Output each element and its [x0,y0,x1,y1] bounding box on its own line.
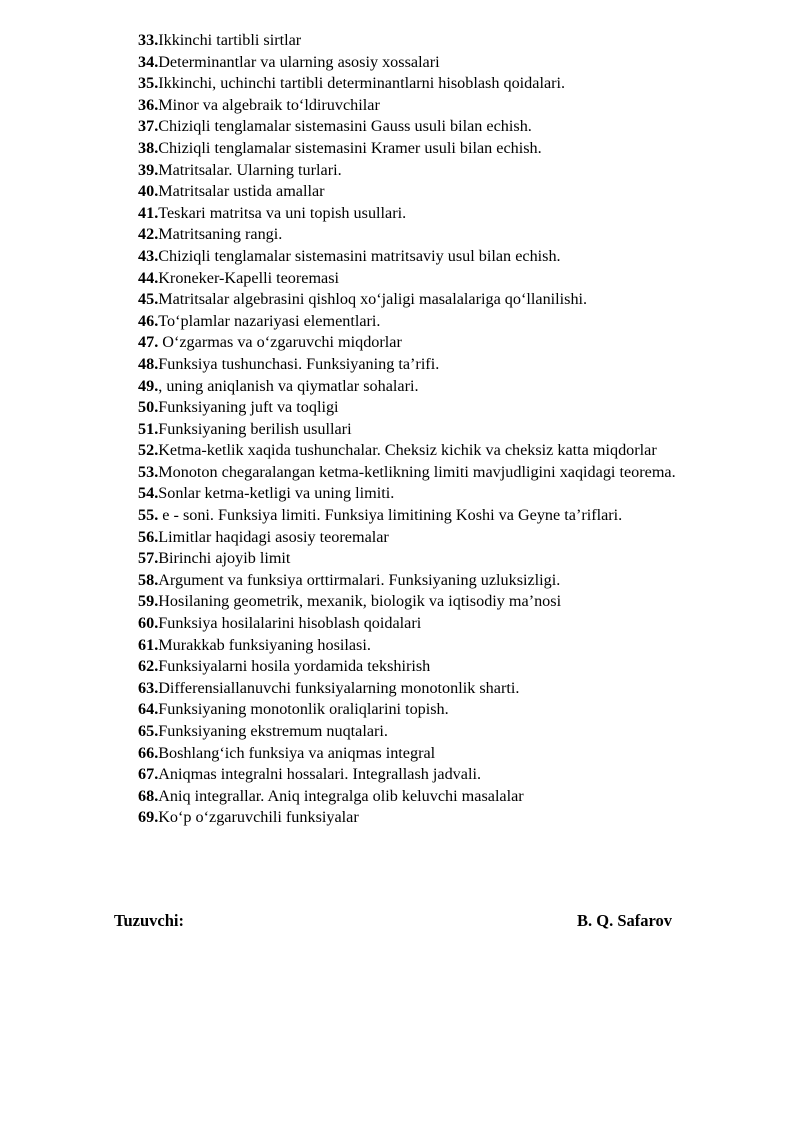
list-item [138,483,724,505]
item-text: Ketma-ketlik xaqida tushunchalar. Cheksiz kichik va cheksiz katta miqdorlar [158,441,657,460]
item-text: Boshlang‘ich funksiya va aniqmas integral [158,743,436,762]
item-number: 61. [138,635,159,654]
item-number: 50. [138,398,159,417]
list-item [138,613,724,635]
item-text: , uning aniqlanish va qiymatlar sohalari. [158,376,419,395]
item-number: 58. [138,570,159,589]
item-number: 39. [138,160,159,179]
list-item [138,160,724,182]
item-text: Funksiyalarni hosila yordamida tekshirish [158,657,431,676]
item-number: 68. [138,786,159,805]
item-text: Differensiallanuvchi funksiyalarning monotonlik sharti. [158,678,520,697]
item-number: 63. [138,678,159,697]
compiler-label: Tuzuvchi: [114,911,184,930]
list-item [138,419,724,441]
list-item [138,570,724,592]
list-item [138,440,724,462]
item-text: Funksiyaning ekstremum nuqtalari. [158,722,388,740]
item-number: 51. [138,419,159,438]
item-text: Matritsalar. Ularning turlari. [158,160,342,179]
list-item [138,181,724,203]
item-number: 46. [138,311,159,330]
list-item [138,73,724,95]
list-item [138,138,724,160]
item-text: Kroneker-Kapelli teoremasi [158,268,340,287]
item-text: Monoton chegaralangan ketma-ketlikning limiti mavjudligini xaqidagi teorema. [158,462,676,481]
item-number: 66. [138,743,159,762]
item-text: Funksiyaning berilish usullari [158,419,352,438]
list-item [138,527,724,549]
item-number: 40. [138,182,159,201]
item-number: 62. [138,657,159,676]
item-text: Matritsaning rangi. [158,225,283,244]
item-number: 52. [138,441,159,460]
item-text: Chiziqli tenglamalar sistemasini Gauss usuli bilan echish. [158,117,532,136]
item-number: 41. [138,203,159,222]
list-item [138,548,724,570]
item-number: 37. [138,117,159,136]
list-item [138,635,724,657]
item-text: Chiziqli tenglamalar sistemasini matritsaviy usul bilan echish. [158,246,561,265]
item-text: Funksiya hosilalarini hisoblash qoidalari [158,614,422,633]
list-item [138,656,724,678]
list-item [138,268,724,290]
item-number: 53. [138,462,159,481]
item-number: 57. [138,549,159,568]
item-text: Limitlar haqidagi asosiy teoremalar [158,527,389,546]
item-text: Argument va funksiya orttirmalari. Funksiyaning uzluksizligi. [158,570,561,589]
item-number: 60. [138,614,159,633]
item-text: Ikkinchi tartibli sirtlar [158,31,302,49]
item-number: 34. [138,52,159,71]
item-number: 55. [138,506,163,525]
item-number: 59. [138,592,159,611]
item-number: 69. [138,808,159,827]
item-text: Teskari matritsa va uni topish usullari. [158,203,407,222]
list-item [138,764,724,786]
list-item [138,289,724,311]
item-text: Birinchi ajoyib limit [158,549,291,568]
item-text: Sonlar ketma-ketligi va uning limiti. [158,484,395,503]
item-text: Aniq integrallar. Aniq integralga olib keluvchi masalalar [158,786,524,805]
item-text: Chiziqli tenglamalar sistemasini Kramer usuli bilan echish. [158,138,542,157]
list-item [138,721,724,743]
item-number: 33. [138,31,159,49]
item-number: 44. [138,268,159,287]
list-item [138,30,724,52]
list-item [138,591,724,613]
item-text: O‘zgarmas va o‘zgaruvchi miqdorlar [162,333,402,352]
item-number: 36. [138,95,159,114]
item-text: Funksiyaning juft va toqligi [158,398,339,417]
item-text: Matritsalar algebrasini qishloq xo‘jaligi masalalariga qo‘llanilishi. [158,290,588,309]
item-number: 56. [138,527,159,546]
item-text: Ikkinchi, uchinchi tartibli determinantlarni hisoblash qoidalari. [158,74,566,93]
item-text: Minor va algebraik to‘ldiruvchilar [158,95,380,114]
list-item [138,332,724,354]
item-number: 43. [138,246,159,265]
item-number: 64. [138,700,159,719]
list-item [138,354,724,376]
item-text: Aniqmas integralni hossalari. Integrallash jadvali. [158,765,481,784]
list-item [138,743,724,765]
item-text: Matritsalar ustida amallar [158,182,325,201]
item-number: 65. [138,722,159,740]
list-item [138,116,724,138]
list-item [138,397,724,419]
list-item [138,462,724,484]
item-text: To‘plamlar nazariyasi elementlari. [158,311,381,330]
list-item [138,376,724,398]
item-number: 42. [138,225,159,244]
item-number: 45. [138,290,159,309]
item-text: Funksiya tushunchasi. Funksiyaning ta’rifi. [158,354,440,373]
list-item [138,203,724,225]
list-item [138,224,724,246]
list-item [138,311,724,333]
list-item [138,95,724,117]
list-item [138,505,724,527]
list-item [138,52,724,74]
item-text: e - soni. Funksiya limiti. Funksiya limitining Koshi va Geyne ta’riflari. [162,506,623,525]
list-item [138,678,724,700]
item-text: Funksiyaning monotonlik oraliqlarini topish. [158,700,449,719]
list-item [138,807,724,829]
item-number: 67. [138,765,159,784]
item-number: 49. [138,376,159,395]
item-number: 47. [138,333,163,352]
list-item [138,246,724,268]
item-text: Ko‘p o‘zgaruvchili funksiyalar [158,808,359,827]
item-text: Hosilaning geometrik, mexanik, biologik va iqtisodiy ma’nosi [158,592,562,611]
item-number: 48. [138,354,159,373]
list-item [138,699,724,721]
topic-list [138,30,724,829]
item-number: 35. [138,74,159,93]
list-item [138,786,724,808]
item-number: 54. [138,484,159,503]
item-text: Murakkab funksiyaning hosilasi. [158,635,371,654]
item-number: 38. [138,138,159,157]
item-text: Determinantlar va ularning asosiy xossalari [158,52,440,71]
compiler-name: B. Q. Safarov [577,911,673,930]
